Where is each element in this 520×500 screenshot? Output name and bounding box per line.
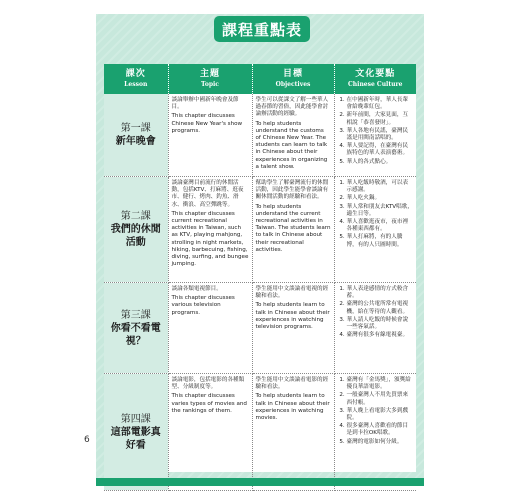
culture-cell [334, 283, 416, 374]
culture-item: 5. 華人打麻將，有的人騰博，有的人只圖時間。 [347, 234, 414, 248]
lesson-cell [104, 94, 168, 177]
header-lesson-en: Lesson [124, 81, 148, 88]
objective-zh: 學生能用中文談論看電影的經驗和看法。 [255, 377, 329, 391]
objective-en: To help students understand the current recreational activities in Taiwan. The students learn to talk in Chinese about their recreational activities. [255, 203, 331, 253]
topic-cell [168, 374, 252, 491]
lesson-title: 你看不看電視？ [110, 322, 161, 347]
bottom-bar [96, 478, 424, 486]
culture-list [338, 97, 414, 166]
page-number: 6 [84, 435, 90, 445]
header-topic-en: Topic [201, 81, 219, 88]
objective-cell [252, 177, 334, 283]
topic-zh: 談論各類電視節目。 [171, 286, 222, 293]
lesson-title: 新年晚會 [115, 136, 156, 148]
table-row [104, 94, 416, 177]
topic-cell [168, 177, 252, 283]
culture-item: 3. 華人晚上看電影大多到戲院。 [347, 408, 414, 422]
header-objectives-zh: 目標 [282, 69, 303, 79]
culture-item: 2. 華人吃火鍋。 [347, 195, 414, 202]
culture-item: 1. 華人吃飯時敬酒，可以表示感謝。 [347, 180, 414, 194]
culture-list [338, 286, 414, 339]
culture-item: 3. 華人請人吃飯的時候會說一些客氣話。 [347, 317, 414, 331]
objective-cell [252, 374, 334, 491]
header-objectives-en: Objectives [275, 81, 311, 88]
lesson-cell [104, 283, 168, 374]
header-culture [334, 64, 416, 94]
header-lesson [104, 64, 168, 94]
topic-en: This chapter discusses current recreational activities in Taiwan, such as KTV, playing mahjong, strolling in night markets, hiking, barbecuing, fishing, diving, surfing, and bungee jumping. [171, 210, 249, 268]
lesson-number: 第二課 [120, 211, 151, 223]
topic-zh: 談論電影，包括電影的各種類型、分級制度等。 [171, 377, 245, 391]
header-lesson-zh: 課次 [125, 69, 146, 79]
culture-item: 4. 臺灣有很多有線電視臺。 [347, 332, 414, 339]
header-objectives [252, 64, 334, 94]
culture-item: 4. 華人喜歡逛夜市，夜市裡各種東西都有。 [347, 219, 414, 233]
culture-cell [334, 94, 416, 177]
objective-zh: 學生能用中文談論看電視的經驗和看法。 [255, 286, 329, 300]
header-culture-en: Chinese Culture [348, 81, 403, 88]
culture-item: 2. 新年前間，大家見面，互相說「恭喜發財」。 [347, 112, 414, 126]
topic-en: This chapter discusses Chinese New Year's show programs. [171, 113, 243, 134]
table-row [104, 177, 416, 283]
culture-item: 3. 華人常和朋友去KTV唱歌，適生日等。 [347, 204, 414, 218]
culture-list [338, 180, 414, 249]
culture-item: 1. 華人表達感情的方式較含蓄。 [347, 286, 414, 300]
topic-cell [168, 283, 252, 374]
culture-list [338, 377, 414, 446]
table-row [104, 374, 416, 491]
culture-item: 5. 臺灣的電影如何分級。 [347, 439, 414, 446]
topic-cell [168, 94, 252, 177]
objective-cell [252, 94, 334, 177]
objective-zh: 學生可以從課文了解一些華人過春節的習俗，因此能學會討論辦活動的經驗。 [255, 97, 329, 118]
culture-item: 3. 華人各地有民謠，臺灣民謠是用閩南話唱的。 [347, 128, 414, 142]
culture-item: 4. 很多臺灣人喜歡看的節目是到卡拉OK唱歌。 [347, 423, 414, 437]
culture-item: 1. 臺灣有「金馬獎」，頒獎給優良華語電影。 [347, 377, 414, 391]
culture-cell [334, 177, 416, 283]
objective-zh: 幫助學生了解臺灣流行的休閒活動，因此學生能學會談論有關休閒活動的經驗和看法。 [255, 180, 329, 201]
table-header-row [104, 64, 416, 94]
culture-item: 4. 華人要記得，在臺灣有民族特色的華人表演藝術。 [347, 143, 414, 157]
objective-en: To help students learn to talk in Chinese about their experiences in watching television programs. [255, 302, 330, 331]
lesson-number: 第一課 [120, 123, 151, 135]
course-overview-table [104, 64, 416, 491]
header-topic [168, 64, 252, 94]
lesson-number: 第三課 [120, 309, 151, 321]
culture-item: 1. 在中國新年時，華人長輩會給晚輩紅包。 [347, 97, 414, 111]
culture-item: 5. 華人的各式點心。 [347, 159, 414, 166]
lesson-cell [104, 177, 168, 283]
topic-zh: 談論臺灣目前流行的休閒活動，包括KTV、打麻將、逛夜市、健行、烤肉、釣魚、滑水、衝浪、高空彈跳等。 [171, 180, 244, 208]
topic-zh: 談論舉辦中國新年晚會及節目。 [171, 97, 239, 111]
culture-cell [334, 374, 416, 491]
lesson-cell [104, 374, 168, 491]
topic-en: This chapter discusses various television programs. [171, 295, 235, 316]
header-culture-zh: 文化要點 [355, 69, 396, 79]
page-title: 課程重點表 [214, 16, 310, 42]
objective-en: To help students understand the customs of Chinese New Year. The students can learn to talk in Chinese about their experiences in organizing a talent show. [255, 120, 328, 170]
lesson-title: 我們的休閒活動 [110, 224, 161, 249]
header-topic-zh: 主題 [199, 69, 220, 79]
culture-item: 2. 一般臺灣人不用先買票來西付帳。 [347, 392, 414, 406]
objective-en: To help students learn to talk in Chinese about their experiences in watching movies. [255, 393, 330, 422]
culture-item: 2. 臺灣的公共電所常有電視機，給在等待的人觀看。 [347, 301, 414, 315]
table-row [104, 283, 416, 374]
objective-cell [252, 283, 334, 374]
lesson-number: 第四課 [120, 413, 151, 425]
topic-en: This chapter discusses varies types of movies and the rankings of them. [171, 393, 247, 414]
lesson-title: 這部電影真好看 [110, 426, 161, 451]
